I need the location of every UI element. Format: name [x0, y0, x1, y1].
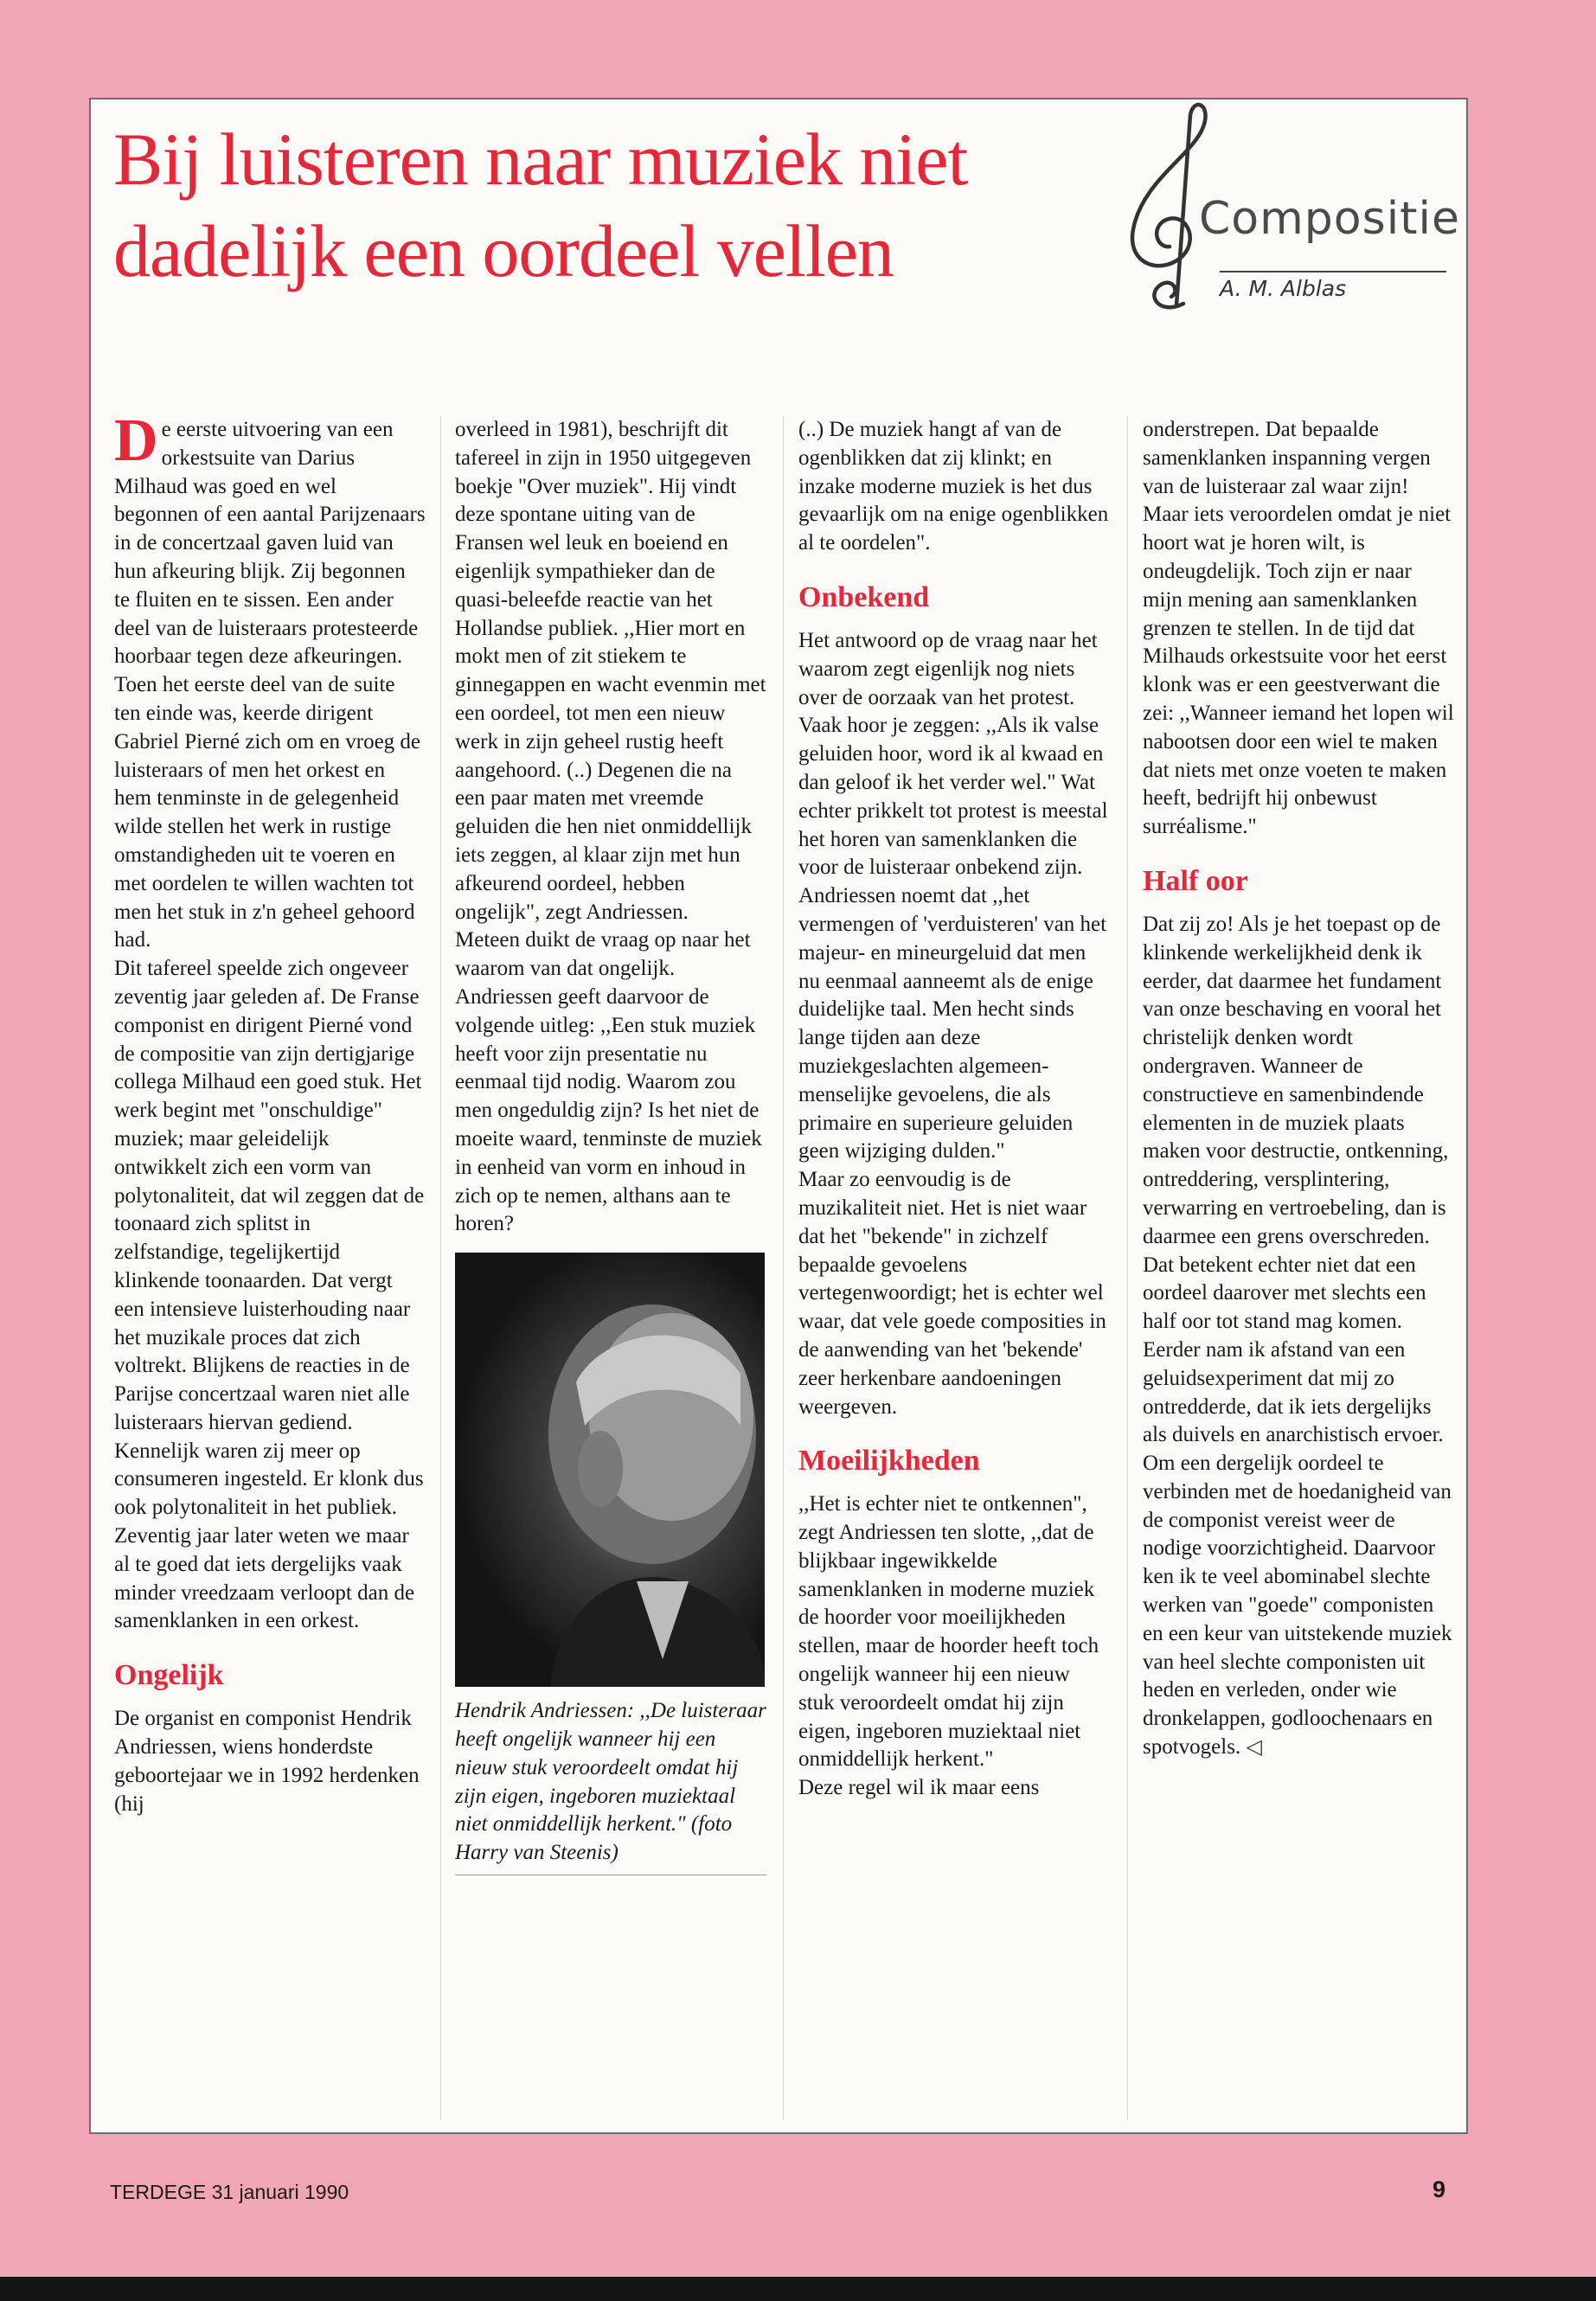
body-paragraph: Dit tafereel speelde zich ongeveer zeventig jaar geleden af. De Franse componist en dirigent Pierné vond de compositie van zijn dertigjarige collega Milhaud een goed stuk. Het werk begint met "onschuldige" muziek; maar geleidelijk ontwikkelt zich een vorm van polytonaliteit, dat wil zeggen dat de toonaard zich splitst in zelfstandige, tegelijkertijd klinkende toonaarden. Dat vergt een intensieve luisterhouding naar het muzikale proces dat zich voltrekt. Blijkens de reacties in de Parijse concertzaal waren niet alle luisteraars hiervan gediend. Kennelijk waren zij meer op consumeren ingesteld. Er klonk dus ook polytonaliteit in het publiek. Zeventig jaar later weten we maar al te goed dat iets dergelijks vaak minder vreedzaam verloopt dan de samenklanken in een orkest.	[114, 957, 425, 1633]
subheading-onbekend: Onbekend	[798, 580, 930, 613]
body-paragraph: onderstrepen. Dat bepaalde samenklanken inspanning vergen van de luisteraar zal waar zijn! Maar iets veroordelen omdat je niet hoort wat je horen wilt, is ondeugdelijk. Toch zijn er naar mijn mening aan samenklanken grenzen te stellen. In de tijd dat Milhauds orkestsuite voor het eerst klonk was er een geestverwant die zei: ,,Wanneer iemand het lopen wil nabootsen door een wiel te maken dat niets met onze voeten te maken heeft, bedrijft hij onbewust surréalisme."	[1143, 418, 1454, 839]
publication-name: TERDEGE	[110, 2181, 207, 2203]
body-paragraph: De organist en componist Hendrik Andriessen, wiens honderdste geboortejaar we in 1992 herdenken (hij	[114, 1707, 420, 1816]
lead-paragraph	[114, 416, 426, 671]
author-byline: A. M. Alblas	[1220, 271, 1446, 301]
column-2	[455, 416, 766, 2120]
column-1	[114, 416, 426, 2120]
body-paragraph: Deze regel wil ik maar eens	[798, 1776, 1040, 1800]
end-of-article-icon: ◁	[1246, 1736, 1262, 1759]
column-divider	[1127, 416, 1128, 2120]
subheading-half-oor: Half oor	[1143, 864, 1248, 897]
portrait-photo	[455, 1253, 765, 1687]
photo-caption: Hendrik Andriessen: ,,De luisteraar heeft ongelijk wanneer hij een nieuw stuk veroordeelt omdat hij zijn eigen, ingeboren muziektaal niet onmiddellijk herkent." (foto Harry van Steenis)	[455, 1697, 766, 1875]
scan-edge	[0, 2277, 1596, 2301]
subheading-moeilijkheden: Moeilijkheden	[798, 1445, 980, 1477]
drop-cap: D	[114, 416, 158, 474]
column-3	[798, 416, 1110, 2120]
body-paragraph: overleed in 1981), beschrijft dit tafereel in zijn in 1950 uitgegeven boekje "Over muziek". Hij vindt deze spontane uiting van de Fransen wel leuk en boeiend en eigenlijk sympathieker dan de quasi-beleefde reactie van het Hollandse publiek. ,,Hier mort en mokt men of zit stiekem te ginnegappen en wacht evenmin met een oordeel, tot men een nieuw werk in zijn geheel rustig heeft aangehoord. (..) Degenen die na een paar maten met vreemde geluiden die hen niet onmiddellijk iets zeggen, al klaar zijn met hun afkeurend oordeel, hebben ongelijk", zegt Andriessen.	[455, 418, 766, 924]
body-paragraph	[1143, 911, 1454, 1762]
article-panel	[89, 98, 1468, 2134]
body-paragraph: Meteen duikt de vraag op naar het waarom van dat ongelijk. Andriessen geeft daarvoor de volgende uitleg: ,,Een stuk muziek heeft voor zijn presentatie nu eenmaal tijd nodig. Waarom zou men ongeduldig zijn? Is het niet de moeite waard, tenminste de muziek in eenheid van vorm en inhoud in zich op te nemen, althans aan te horen?	[455, 928, 762, 1236]
body-paragraph: (..) De muziek hangt af van de ogenblikken dat zij klinkt; en inzake moderne muziek is het dus gevaarlijk om na enige ogenblikken al te oordelen".	[798, 418, 1109, 555]
body-paragraph: Het antwoord op de vraag naar het waarom zegt eigenlijk nog niets over de oorzaak van het protest. Vaak hoor je zeggen: ,,Als ik valse geluiden hoor, word ik al kwaad en dan geloof ik het verder wel." Wat echter prikkelt tot protest is meestal het horen van samenklanken die voor de luisteraar onbekend zijn. Andriessen noemt dat ,,het vermengen of 'verduisteren' van het majeur- en mineurgeluid dat men nu eenmaal aanneemt als de enige duidelijke taal. Men hecht sinds lange tijden aan deze muziekgeslachten algemeen-menselijke gevoelens, die als primaire en superieure geluiden geen wijziging dulden."	[798, 628, 1108, 1163]
column-divider	[440, 416, 441, 2120]
publication-date: 31 januari 1990	[211, 2181, 349, 2203]
page-number: 9	[1433, 2176, 1446, 2202]
rubric-label: Compositie	[1199, 193, 1460, 245]
rubric-block	[1116, 99, 1460, 324]
portrait-illustration	[455, 1253, 765, 1687]
lead-text: e eerste uitvoering van een orkestsuite van Darius Milhaud was goed en wel begonnen of een aantal Parijzenaars in de concertzaal gaven luid van hun afkeuring blijk. Zij begonnen te fluiten en te sissen. Een ander deel van de luisteraars protesteerde hoorbaar tegen deze afkeuringen.	[114, 418, 426, 669]
body-paragraph: Maar zo eenvoudig is de muzikaliteit niet. Het is niet waar dat het "bekende" in zichzelf bepaalde gevoelens vertegenwoordigt; het is echter wel waar, dat vele goede composities in de aanwending van het 'bekende' zeer herkenbare aandoeningen weergeven.	[798, 1168, 1106, 1419]
footer-publication	[110, 2181, 349, 2204]
body-paragraph: Toen het eerste deel van de suite ten einde was, keerde dirigent Gabriel Pierné zich om en vroeg de luisteraars of men het orkest en hem tenminste in de gelegenheid wilde stellen het werk in rustige omstandigheden uit te voeren en met oordelen te willen wachten tot men het stuk in z'n geheel gehoord had.	[114, 673, 421, 952]
subheading-ongelijk: Ongelijk	[114, 1659, 224, 1692]
closing-text: Dat zij zo! Als je het toepast op de klinkende werkelijkheid denk ik eerder, dat daarmee het fundament van onze beschaving en vooral het christelijk denken wordt ondergraven. Wanneer de constructieve en samenbindende elementen in de muziek plaats maken voor destructie, ontkenning, ontreddering, versplintering, verwarring en vertroebeling, dan is daarmee een grens overschreden. Dat betekent echter niet dat een oordeel daarover met slechts een half oor tot stand mag komen. Eerder nam ik afstand van een geluidsexperiment dat mij zo ontredderde, dat ik iets dergelijks als duivels en anarchistisch ervoer. Om een dergelijk oordeel te verbinden met de hoedanigheid van de componist vereist weer de nodige voorzichtigheid. Daarvoor ken ik te veel abominabel slechte werken van "goede" componisten en een keur van uitstekende muziek van heel slechte componisten uit heden en verleden, onder wie dronkelappen, godloochenaars en spotvogels.	[1143, 912, 1452, 1759]
body-paragraph: ,,Het is echter niet te ontkennen", zegt Andriessen ten slotte, ,,dat de blijkbaar ingewikkelde samenklanken in moderne muziek de hoorder voor moeilijkheden stellen, maar de hoorder heeft toch ongelijk wanneer hij een nieuw stuk veroordeelt omdat hij zijn eigen, ingeboren muziektaal niet onmiddellijk herkent."	[798, 1492, 1099, 1772]
column-4	[1143, 416, 1454, 2120]
column-divider	[783, 416, 784, 2120]
article-headline: Bij luisteren naar muziek niet dadelijk een oordeel vellen	[113, 118, 968, 292]
